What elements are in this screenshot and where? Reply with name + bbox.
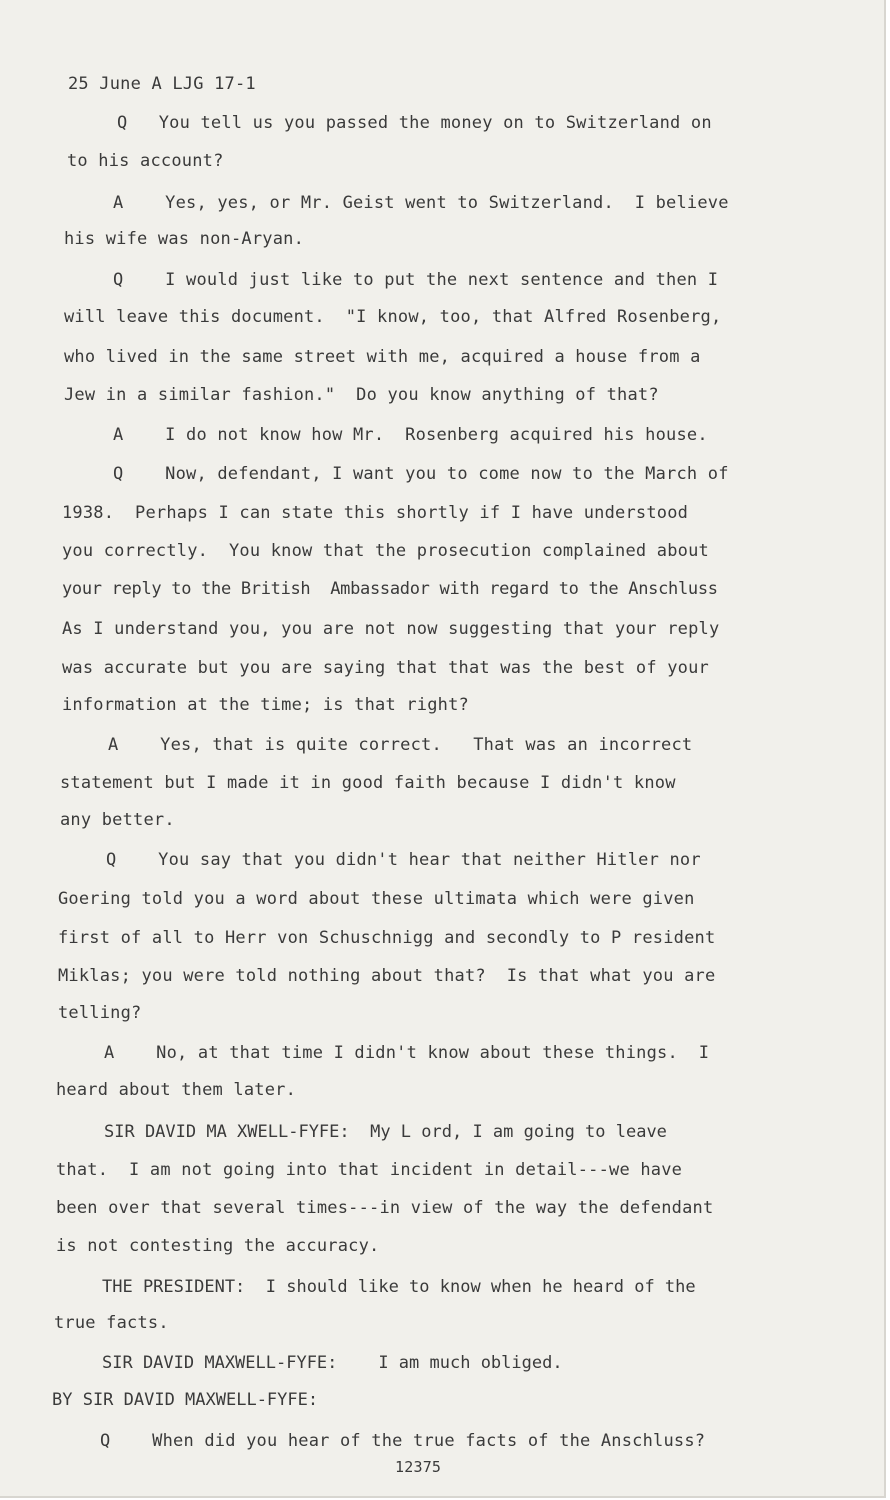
transcript-line: Q You tell us you passed the money on to Switzerland on [117,113,712,133]
transcript-line: your reply to the British Ambassador with regard to the Anschluss [62,579,718,599]
transcript-line: you correctly. You know that the prosecution complained about [62,541,709,561]
transcript-line: first of all to Herr von Schuschnigg and secondly to P resident [58,928,716,948]
transcript-line: Jew in a similar fashion." Do you know anything of that? [64,385,659,405]
transcript-line: Q When did you hear of the true facts of the Anschluss? [100,1431,706,1451]
page-number: 12375 [395,1458,442,1476]
transcript-line: A I do not know how Mr. Rosenberg acquired his house. [113,425,708,445]
transcript-line: is not contesting the accuracy. [56,1236,380,1256]
transcript-line: SIR DAVID MAXWELL-FYFE: I am much obliged. [102,1353,563,1373]
transcript-line: Miklas; you were told nothing about that? Is that what you are [58,966,716,986]
transcript-line: any better. [60,810,175,830]
transcript-line: that. I am not going into that incident in detail---we have [56,1160,683,1180]
transcript-line: his wife was non-Aryan. [64,229,305,249]
transcript-line: will leave this document. "I know, too, that Alfred Rosenberg, [64,307,722,327]
transcript-line: A No, at that time I didn't know about these things. I [104,1043,710,1063]
transcript-line: statement but I made it in good faith because I didn't know [60,773,676,793]
transcript-line: to his account? [67,151,224,171]
transcript-line: who lived in the same street with me, acquired a house from a [64,347,701,367]
transcript-line: true facts. [54,1313,169,1333]
transcript-line: heard about them later. [56,1080,297,1100]
document-header: 25 June A LJG 17-1 [68,74,256,94]
transcript-line: BY SIR DAVID MAXWELL-FYFE: [52,1390,319,1410]
transcript-line: SIR DAVID MA XWELL-FYFE: My L ord, I am going to leave [104,1122,667,1142]
transcript-line: A Yes, yes, or Mr. Geist went to Switzerland. I believe [113,193,729,213]
transcript-line: telling? [58,1003,142,1023]
transcript-line: information at the time; is that right? [62,695,469,715]
transcript-line: been over that several times---in view of the way the defendant [56,1198,714,1218]
transcript-line: As I understand you, you are not now suggesting that your reply [62,619,720,639]
transcript-line: Goering told you a word about these ultimata which were given [58,889,695,909]
transcript-line: THE PRESIDENT: I should like to know when he heard of the [102,1277,696,1297]
transcript-line: was accurate but you are saying that that was the best of your [62,658,709,678]
transcript-line: A Yes, that is quite correct. That was an incorrect [108,735,693,755]
transcript-line: Q I would just like to put the next sentence and then I [113,270,719,290]
transcript-line: Q Now, defendant, I want you to come now to the March of [113,464,729,484]
transcript-line: Q You say that you didn't hear that neither Hitler nor [106,850,701,870]
transcript-line: 1938. Perhaps I can state this shortly if I have understood [62,503,689,523]
